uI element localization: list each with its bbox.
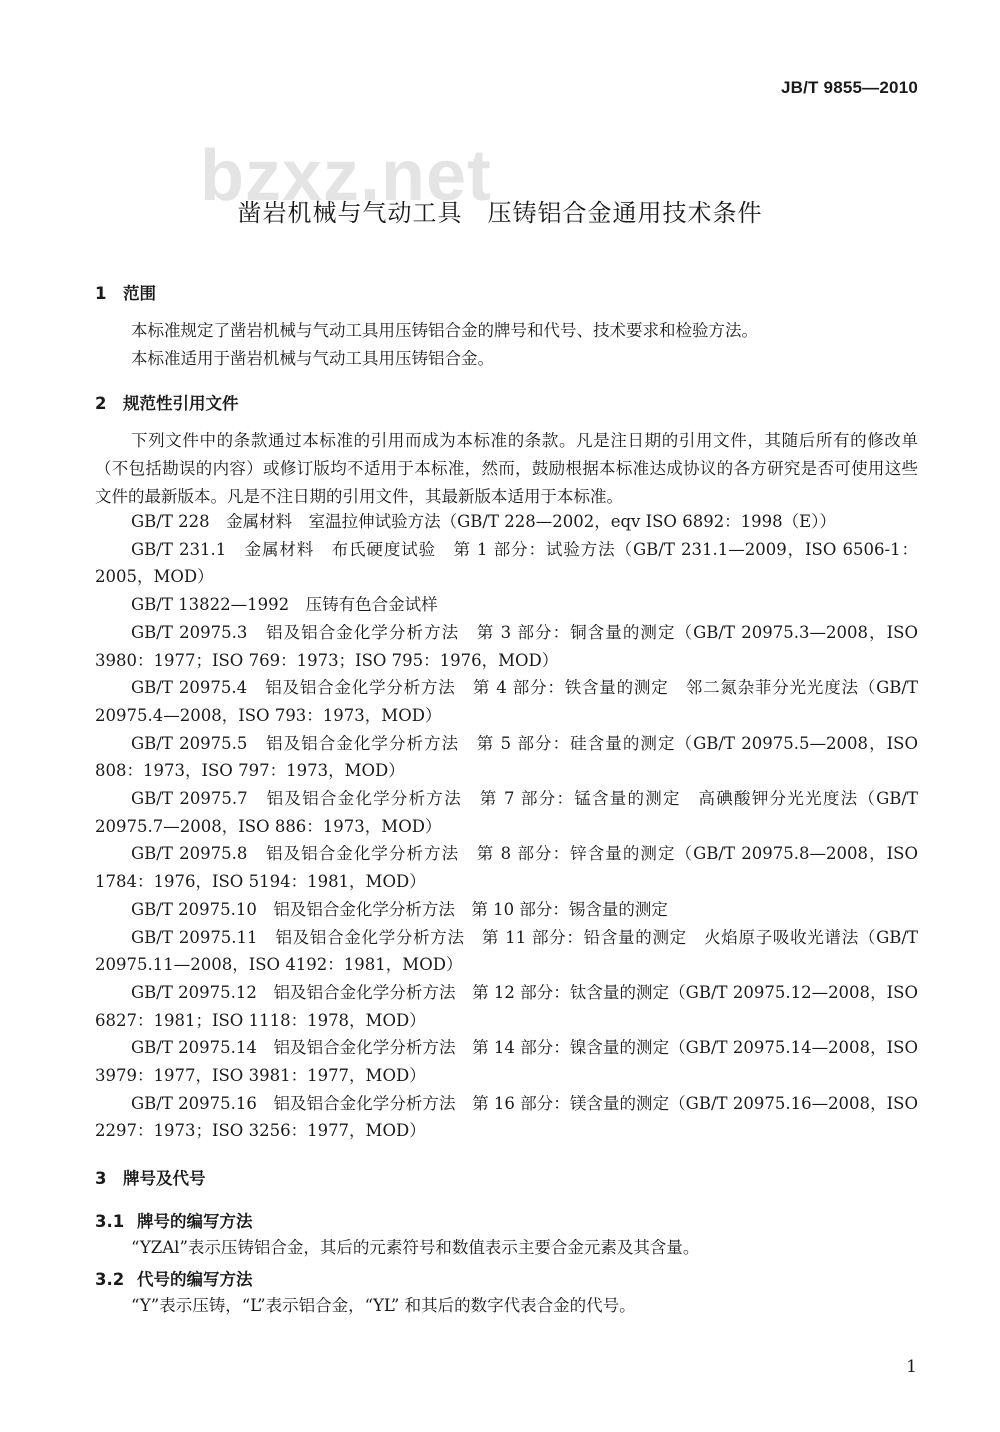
reference-item: GB/T 20975.3 铝及铝合金化学分析方法 第 3 部分：铜含量的测定（GB/T 20975.3—2008，ISO 3980：1977；ISO 769：1973；ISO 795：1976，MOD） (95, 622, 918, 670)
reference-item: GB/T 20975.10 铝及铝合金化学分析方法 第 10 部分：锡含量的测定 (131, 899, 668, 919)
reference-item: GB/T 20975.5 铝及铝合金化学分析方法 第 5 部分：硅含量的测定（GB/T 20975.5—2008，ISO 808：1973，ISO 797：1973，MOD） (95, 733, 918, 781)
subsection-3-1-heading (95, 1208, 253, 1232)
standard-code: JB/T 9855—2010 (781, 78, 918, 97)
section-number: 1 (95, 284, 107, 303)
section-title: 牌号及代号 (123, 1169, 206, 1188)
subsection-title: 代号的编写方法 (137, 1270, 253, 1289)
subsection-number: 3.1 (95, 1212, 125, 1231)
section-1-paragraph: 本标准适用于凿岩机械与气动工具用压铸铝合金。 (131, 349, 494, 368)
reference-item: GB/T 20975.12 铝及铝合金化学分析方法 第 12 部分：钛含量的测定（GB/T 20975.12—2008，ISO 6827：1981；ISO 1118：1978，MOD） (95, 982, 918, 1030)
reference-item: GB/T 231.1 金属材料 布氏硬度试验 第 1 部分：试验方法（GB/T 231.1—2009，ISO 6506-1：2005，MOD） (95, 539, 918, 587)
section-3-heading (95, 1165, 206, 1189)
reference-item: GB/T 228 金属材料 室温拉伸试验方法（GB/T 228—2002，eqv ISO 6892：1998（E）） (131, 512, 836, 531)
section-2-heading (95, 390, 239, 414)
reference-item: GB/T 20975.11 铝及铝合金化学分析方法 第 11 部分：铅含量的测定 火焰原子吸收光谱法（GB/T 20975.11—2008，ISO 4192：1981，MOD） (95, 927, 918, 975)
subsection-3-2-heading (95, 1266, 253, 1290)
section-title: 范围 (123, 284, 156, 303)
section-1-heading (95, 280, 156, 304)
section-2-intro: 下列文件中的条款通过本标准的引用而成为本标准的条款。凡是注日期的引用文件，其随后所有的修改单（不包括勘误的内容）或修订版均不适用于本标准，然而，鼓励根据本标准达成协议的各方研究是否可使用这些文件的最新版本。凡是不注日期的引用文件，其最新版本适用于本标准。 (95, 431, 918, 506)
section-number: 3 (95, 1169, 107, 1188)
reference-item: GB/T 20975.4 铝及铝合金化学分析方法 第 4 部分：铁含量的测定 邻二氮杂菲分光光度法（GB/T 20975.4—2008，ISO 793：1973，MOD） (95, 678, 918, 725)
subsection-title: 牌号的编写方法 (137, 1212, 253, 1231)
reference-item: GB/T 20975.14 铝及铝合金化学分析方法 第 14 部分：镍含量的测定（GB/T 20975.14—2008，ISO 3979：1977，ISO 3981：1977，MOD） (95, 1038, 918, 1086)
section-title: 规范性引用文件 (123, 394, 239, 413)
reference-item: GB/T 13822—1992 压铸有色合金试样 (131, 595, 438, 615)
subsection-number: 3.2 (95, 1270, 125, 1289)
subsection-3-2-text: “Y”表示压铸，“L”表示铝合金，“YL” 和其后的数字代表合金的代号。 (131, 1296, 636, 1315)
section-1-paragraph: 本标准规定了凿岩机械与气动工具用压铸铝合金的牌号和代号、技术要求和检验方法。 (131, 321, 758, 340)
reference-list (95, 508, 918, 1145)
reference-item: GB/T 20975.7 铝及铝合金化学分析方法 第 7 部分：锰含量的测定 高碘酸钾分光光度法（GB/T 20975.7—2008，ISO 886：1973，MOD） (95, 789, 918, 836)
reference-item: GB/T 20975.8 铝及铝合金化学分析方法 第 8 部分：锌含量的测定（GB/T 20975.8—2008，ISO 1784：1976，ISO 5194：1981，MOD） (95, 844, 918, 892)
page-number: 1 (906, 1357, 917, 1377)
document-title: 凿岩机械与气动工具 压铸铝合金通用技术条件 (237, 199, 763, 227)
watermark: bzxz.net (200, 136, 493, 216)
subsection-3-1-text: “YZAl”表示压铸铝合金，其后的元素符号和数值表示主要合金元素及其含量。 (131, 1238, 700, 1257)
section-number: 2 (95, 394, 107, 413)
reference-item: GB/T 20975.16 铝及铝合金化学分析方法 第 16 部分：镁含量的测定（GB/T 20975.16—2008，ISO 2297：1973；ISO 3256：1977，MOD） (95, 1093, 918, 1141)
